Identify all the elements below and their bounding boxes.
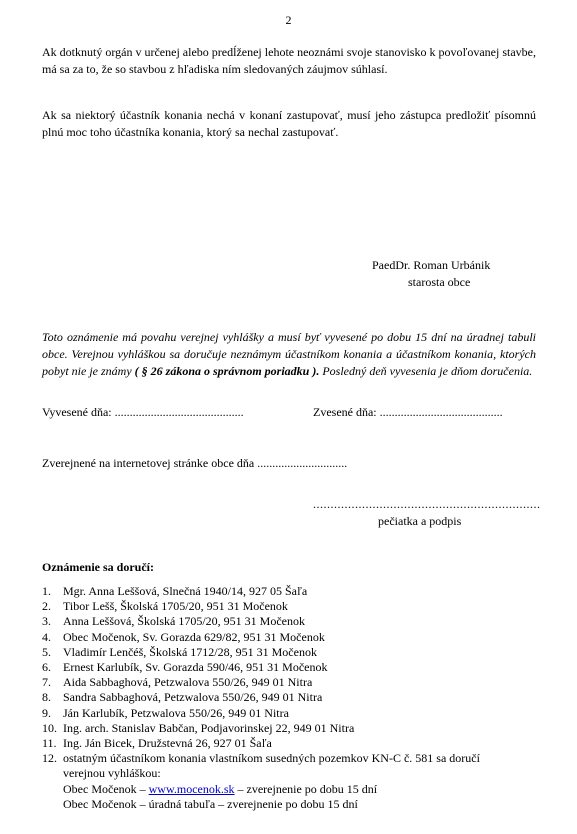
publication-board [42, 797, 542, 812]
recipients-list [42, 584, 542, 812]
list-item [42, 630, 542, 645]
item-text: Ján Karlubík, Petzwalova 550/26, 949 01 Nitra [63, 705, 289, 720]
signature-block [372, 257, 532, 291]
list-item [42, 751, 542, 766]
list-item [42, 706, 542, 721]
signer-name: PaedDr. Roman Urbánik [372, 258, 491, 272]
item-text: Tibor Lešš, Školská 1705/20, 951 31 Močenok [63, 599, 288, 614]
removed-date-field: Zvesené dňa: ......................................... [313, 405, 503, 419]
item-text: Mgr. Anna Leššová, Slnečná 1940/14, 927 05 Šaľa [63, 584, 308, 598]
item-number: 5. [42, 644, 51, 659]
signer-title: starosta obce [408, 275, 471, 289]
item-number: 7. [42, 675, 51, 690]
item-number: 3. [42, 614, 51, 629]
item-text: Ernest Karlubík, Sv. Gorazda 590/46, 951 31 Močenok [63, 660, 328, 675]
item-text-continuation: verejnou vyhláškou: [63, 766, 161, 781]
item-number: 11. [42, 736, 57, 751]
item-text: Obec Močenok, Sv. Gorazda 629/82, 951 31 Močenok [63, 629, 325, 644]
item-text: Ing. Ján Bicek, Družstevná 26, 927 01 Šaľa [63, 736, 272, 751]
paragraph-representation: Ak sa niektorý účastník konania nechá v konaní zastupovať, musí jeho zástupca predložiť písomnú plnú moc toho účastníka konania, ktorý sa nechal zastupovať. [42, 108, 536, 139]
item-text: Aida Sabbaghová, Petzwalova 550/26, 949 01 Nitra [63, 675, 313, 690]
posted-date-field: Vyvesené dňa: ........................................... [42, 405, 244, 419]
recipients-heading: Oznámenie sa doručí: [42, 560, 154, 574]
list-item-continuation [42, 766, 542, 781]
list-item [42, 645, 542, 660]
item-number: 9. [42, 705, 51, 720]
list-item [42, 721, 542, 736]
item-number: 1. [42, 584, 51, 598]
website-link[interactable]: www.mocenok.sk [148, 781, 235, 796]
public-notice-text [42, 329, 536, 380]
item-number: 2. [42, 599, 51, 614]
publication-web-prefix: Obec Močenok – [63, 781, 149, 796]
item-text: ostatným účastníkom konania vlastníkom susedných pozemkov KN-C č. 581 sa doručí [63, 751, 480, 766]
notice-part-1: Toto oznámenie má povahu verejnej vyhlášky a musí byť vyvesené po dobu 15 dní na úradnej tabuli obce. Verejnou vyhláškou sa doručuje neznámym účastníkom konania a účastníkom konania, ktorých pobyt nie je známy [42, 330, 536, 378]
list-item [42, 660, 542, 675]
notice-law-reference: ( § 26 zákona o správnom poriadku ). [134, 364, 320, 378]
item-text: Vladimír Lenčéš, Školská 1712/28, 951 31 Močenok [63, 644, 317, 659]
list-item [42, 736, 542, 751]
list-item [42, 599, 542, 614]
publication-board-text: Obec Močenok – úradná tabuľa – zverejnenie po dobu 15 dní [63, 796, 358, 811]
list-item [42, 675, 542, 690]
publication-web [42, 782, 542, 797]
stamp-signature-label: pečiatka a podpis [378, 514, 462, 528]
item-text: Anna Leššová, Školská 1705/20, 951 31 Močenok [63, 614, 305, 629]
publication-web-suffix: – zverejnenie po dobu 15 dní [234, 781, 378, 796]
page-number: 2 [285, 13, 292, 27]
stamp-signature-line: ................................................................. [313, 497, 541, 511]
item-number: 4. [42, 629, 51, 644]
item-number: 6. [42, 660, 51, 675]
list-item [42, 690, 542, 705]
list-item [42, 614, 542, 629]
item-text: Ing. arch. Stanislav Babčan, Podjavorinskej 22, 949 01 Nitra [63, 720, 355, 735]
item-number: 8. [42, 690, 51, 705]
paragraph-opinion: Ak dotknutý orgán v určenej alebo predĺženej lehote neoznámi svoje stanovisko k povoľovanej stavbe, má sa za to, že so stavbou z hľadiska ním sledovaných záujmov súhlasí. [42, 45, 536, 76]
item-number: 12. [42, 751, 57, 766]
web-published-date-field: Zverejnené na internetovej stránke obce dňa .............................. [42, 456, 348, 470]
notice-part-2: Posledný deň vyvesenia je dňom doručenia. [319, 364, 533, 378]
item-number: 10. [42, 720, 57, 735]
list-item [42, 584, 542, 599]
item-text: Sandra Sabbaghová, Petzwalova 550/26, 949 01 Nitra [63, 690, 323, 705]
